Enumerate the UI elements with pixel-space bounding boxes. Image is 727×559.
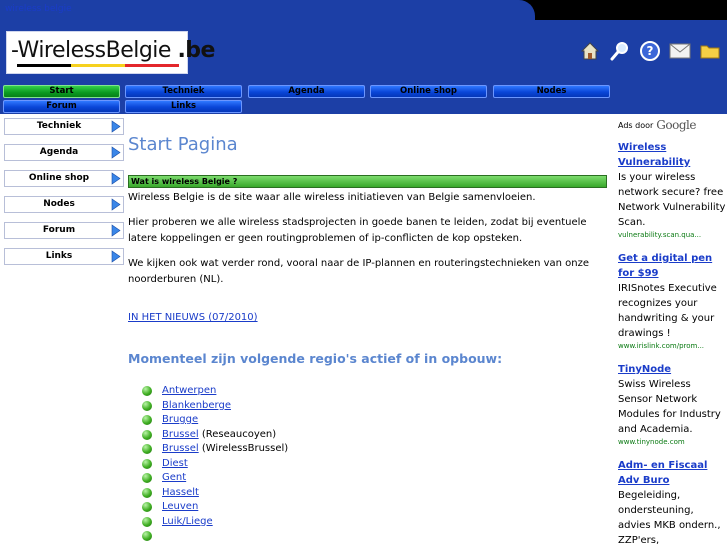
list-item <box>142 428 288 443</box>
nav-online-shop[interactable]: Online shop <box>370 85 487 98</box>
mail-icon[interactable] <box>669 40 691 62</box>
sidebar-item-label: Online shop <box>28 173 90 183</box>
ad-title-link[interactable]: Get a digital pen for $99 <box>618 253 713 279</box>
bullet-icon <box>142 531 152 541</box>
header-icons <box>579 40 721 62</box>
main-content <box>128 130 610 527</box>
header-tab <box>0 0 535 22</box>
nav-forum[interactable]: Forum <box>3 100 120 113</box>
region-note: (Reseaucoyen) <box>198 428 277 440</box>
nav-links[interactable]: Links <box>125 100 242 113</box>
region-link[interactable]: Gent <box>162 472 187 483</box>
bullet-icon <box>142 444 152 454</box>
sidebar-item-label: Links <box>45 251 73 261</box>
sidebar-item-online-shop[interactable] <box>4 170 124 187</box>
bullet-icon <box>142 401 152 411</box>
sidebar-item-nodes[interactable] <box>4 196 124 213</box>
sidebar-item-label: Techniek <box>36 121 82 131</box>
sidebar-item-label: Nodes <box>43 199 75 209</box>
logo-text: -WirelessBelgie .be <box>11 38 215 63</box>
region-link[interactable]: Blankenberge <box>162 399 231 411</box>
list-item <box>142 529 288 544</box>
list-item <box>142 399 288 414</box>
arrow-right-icon <box>111 198 121 211</box>
bullet-icon <box>142 430 152 440</box>
nav-techniek[interactable]: Techniek <box>125 85 242 98</box>
site-logo[interactable] <box>6 31 215 74</box>
ad-body: Swiss Wireless Sensor Network Modules for Industry and Academia. <box>618 379 721 435</box>
ad-url[interactable]: www.tinynode.com <box>618 438 685 446</box>
help-icon[interactable] <box>639 40 661 62</box>
region-link[interactable]: Brussel <box>162 428 199 440</box>
section-bar: Wat is wireless Belgie ? <box>128 175 607 188</box>
home-icon[interactable] <box>579 40 601 62</box>
region-link[interactable]: Brugge <box>162 414 199 425</box>
arrow-right-icon <box>111 146 121 159</box>
google-logo[interactable]: Google <box>656 118 696 132</box>
arrow-right-icon <box>111 250 121 263</box>
ad-title-link[interactable]: Adm- en Fiscaal Adv Buro <box>618 460 708 486</box>
news-link[interactable]: IN HET NIEUWS (07/2010) <box>128 312 258 323</box>
arrow-right-icon <box>111 224 121 237</box>
ad-body: Begeleiding, ondersteuning, advies MKB ondern., ZZP'ers, <box>618 490 721 546</box>
nav-start[interactable]: Start <box>3 85 120 98</box>
search-icon[interactable] <box>609 40 631 62</box>
region-link[interactable]: Brussel <box>162 443 199 454</box>
intro-paragraph: We kijken ook wat verder rond, vooral naar de IP-plannen en routeringstechnieken van onze noorderburen (NL). <box>128 258 590 285</box>
ads-column <box>618 118 727 559</box>
folder-icon[interactable] <box>699 40 721 62</box>
list-item <box>142 413 288 428</box>
sidebar-item-label: Agenda <box>39 147 79 157</box>
intro-paragraph: Hier proberen we alle wireless stadsprojecten in goede banen te leiden, zodat bij eventuele latere koppelingen er geen routingproblemen of ip-conflicten de kop opsteken. <box>128 217 587 244</box>
nav-agenda[interactable]: Agenda <box>248 85 365 98</box>
region-note: (WirelessBrussel) <box>198 443 289 454</box>
ad-item <box>618 140 727 240</box>
ad-item <box>618 251 727 351</box>
arrow-right-icon <box>111 120 121 133</box>
bullet-icon <box>142 502 152 512</box>
arrow-right-icon <box>111 172 121 185</box>
tagline: wireless belgie <box>5 4 72 14</box>
page-title: Start Pagina <box>128 134 238 155</box>
sidebar-item-techniek[interactable] <box>4 118 124 135</box>
bullet-icon <box>142 386 152 396</box>
bullet-icon <box>142 517 152 527</box>
bullet-icon <box>142 488 152 498</box>
list-item <box>142 384 288 399</box>
bullet-icon <box>142 473 152 483</box>
list-item <box>142 515 288 530</box>
ad-url[interactable]: vulnerability.scan.qua... <box>618 231 702 239</box>
regions-heading: Momenteel zijn volgende regio's actief of in opbouw: <box>128 351 503 366</box>
belgian-flag-stripe <box>17 64 179 67</box>
sidebar-item-links[interactable] <box>4 248 124 265</box>
sidebar-item-agenda[interactable] <box>4 144 124 161</box>
list-item <box>142 457 288 472</box>
sidebar-item-forum[interactable] <box>4 222 124 239</box>
ads-header <box>618 118 727 132</box>
svg-text:?: ? <box>646 44 654 58</box>
region-link[interactable]: Diest <box>162 457 188 469</box>
ads-label: Ads door <box>618 120 654 130</box>
list-item <box>142 442 288 457</box>
ad-body: Is your wireless network secure? free Network Vulnerability Scan. <box>618 172 726 228</box>
bullet-icon <box>142 415 152 425</box>
region-link[interactable]: Leuven <box>162 501 199 512</box>
sidebar-item-label: Forum <box>42 225 76 235</box>
bullet-icon <box>142 459 152 469</box>
list-item <box>142 486 288 501</box>
intro-paragraph: Wireless Belgie is de site waar alle wireless initiatieven van Belgie samenvloeien. <box>128 192 536 203</box>
region-link[interactable]: Hasselt <box>162 486 199 498</box>
ad-title-link[interactable]: Wireless Vulnerability <box>618 142 691 168</box>
list-item <box>142 500 288 515</box>
ad-item <box>618 458 727 548</box>
regions-list <box>142 384 288 544</box>
nav-nodes[interactable]: Nodes <box>493 85 610 98</box>
ad-item <box>618 362 727 447</box>
region-link[interactable]: Antwerpen <box>162 385 217 396</box>
ad-body: IRISnotes Executive recognizes your handwriting & your drawings ! <box>618 283 717 339</box>
region-link[interactable]: Luik/Liege <box>162 515 213 527</box>
list-item <box>142 471 288 486</box>
ad-url[interactable]: www.irislink.com/prom... <box>618 342 705 350</box>
ad-title-link[interactable]: TinyNode <box>618 364 672 375</box>
